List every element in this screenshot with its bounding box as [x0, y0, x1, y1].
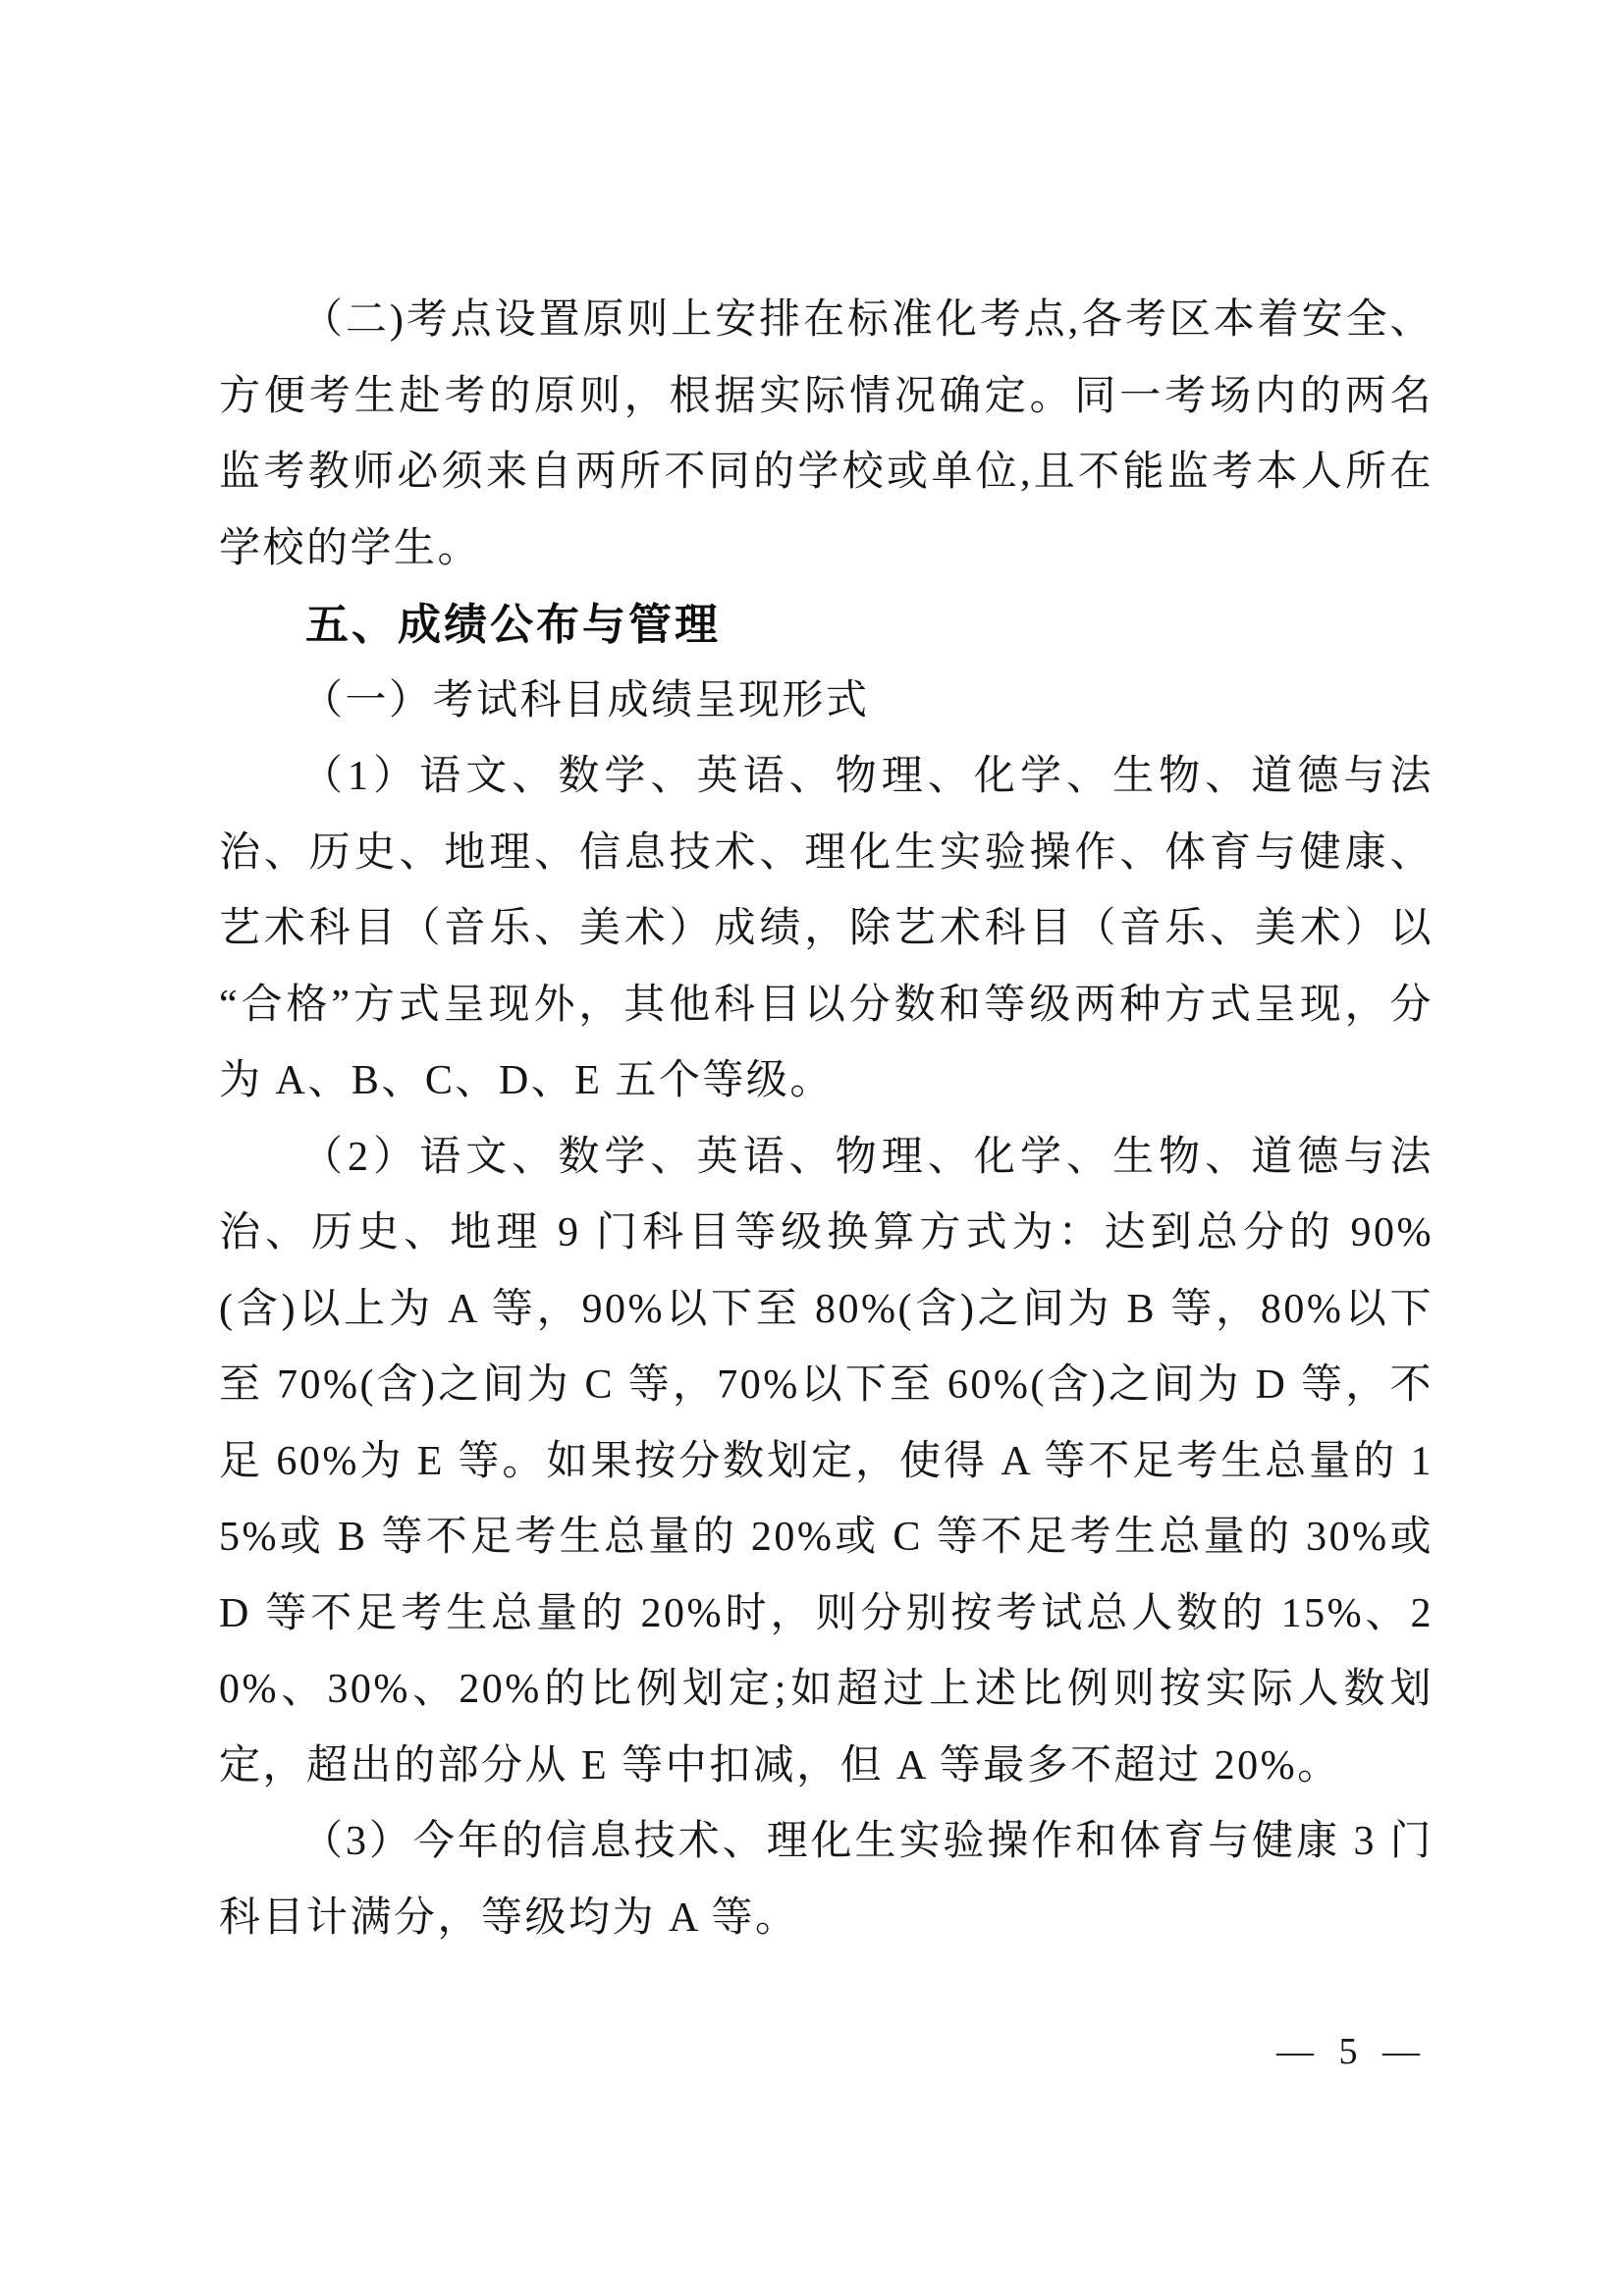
paragraph-exam-site-rule: （二)考点设置原则上安排在标准化考点,各考区本着安全、方便考生赴考的原则，根据实际情况确定。同一考场内的两名监考教师必须来自两所不同的学校或单位,且不能监考本人所在学校的学生。 [219, 297, 1434, 571]
document-text-block [219, 283, 1434, 1956]
page-number: — 5 — [1276, 2031, 1428, 2072]
paragraph-item-2-grade-conversion: （2）语文、数学、英语、物理、化学、生物、道德与法治、历史、地理 9 门科目等级换算方式为：达到总分的 90%(含)以上为 A 等，90%以下至 80%(含)之间为 B 等，80%以下至 70%(含)之间为 C 等，70%以下至 60%(含)之间为 D 等，不足 60%为 E 等。如果按分数划定，使得 A 等不足考生总量的 15%或 B 等不足考生总量的 20%或 C 等不足考生总量的 30%或 D 等不足考生总量的 20%时，则分别按考试总人数的 15%、20%、30%、20%的比例划定;如超过上述比例则按实际人数划定，超出的部分从 E 等中扣减，但 A 等最多不超过 20%。 [219, 1134, 1434, 1789]
section-heading-score-publication: 五、成绩公布与管理 [305, 601, 721, 649]
paragraph-item-3-full-score-subjects: （3）今年的信息技术、理化生实验操作和体育与健康 3 门科目计满分，等级均为 A 等。 [219, 1819, 1434, 1941]
paragraph-subsection-title: （一）考试科目成绩呈现形式 [301, 677, 870, 723]
paragraph-item-1-subject-grades: （1）语文、数学、英语、物理、化学、生物、道德与法治、历史、地理、信息技术、理化生实验操作、体育与健康、艺术科目（音乐、美术）成绩，除艺术科目（音乐、美术）以“合格”方式呈现外，其他科目以分数和等级两种方式呈现，分为 A、B、C、D、E 五个等级。 [219, 754, 1434, 1103]
